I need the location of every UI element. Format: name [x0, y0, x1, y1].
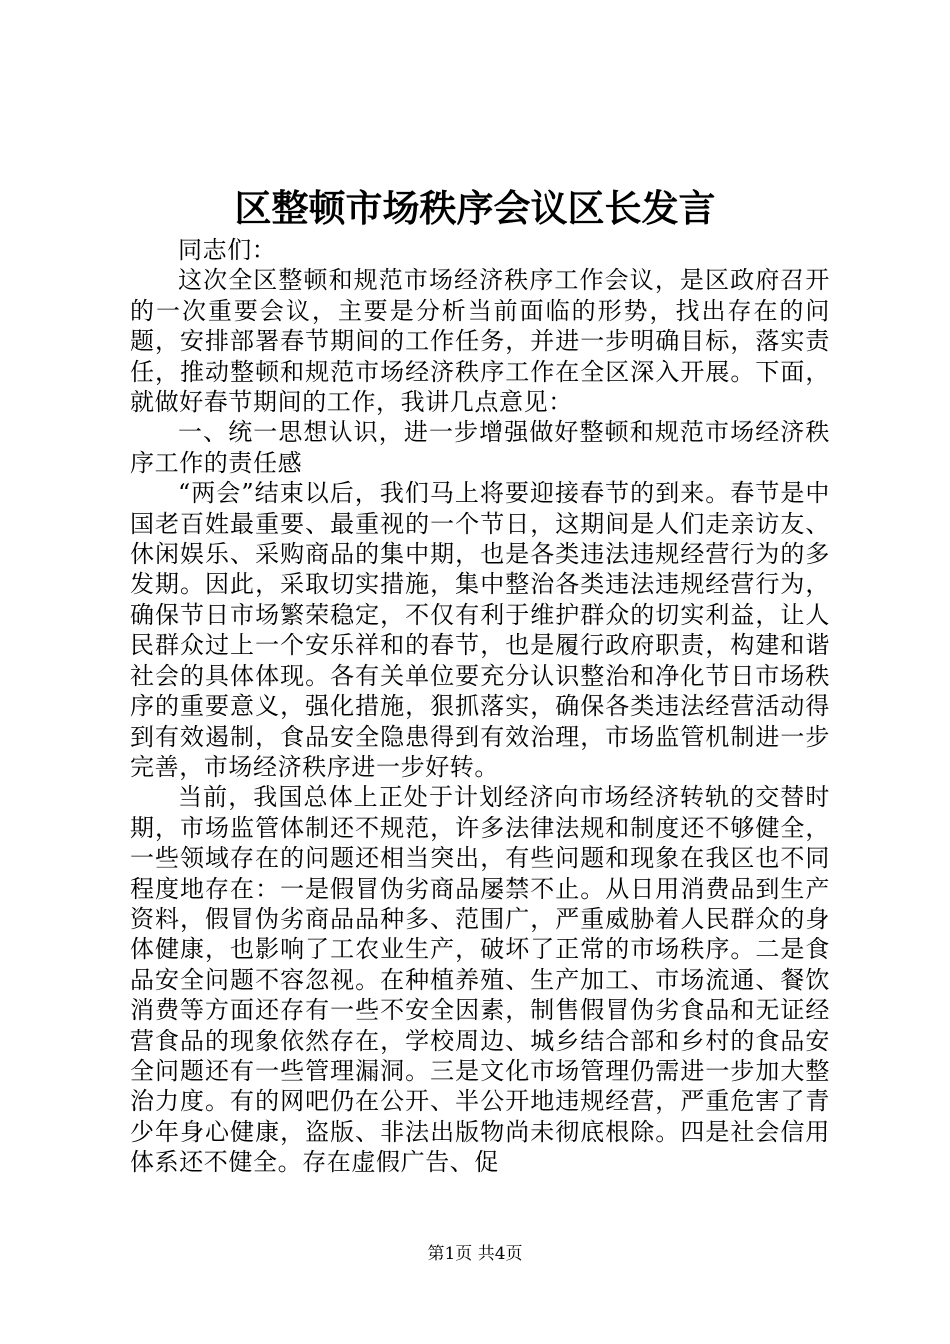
salutation: 同志们：	[178, 236, 277, 264]
paragraph-intro: 这次全区整顿和规范市场经济秩序工作会议，是区政府召开的一次重要会议，主要是分析当前面临的形势，找出存在的问题，安排部署春节期间的工作任务，并进一步明确目标，落实责任，推动整顿和规范市场经济秩序工作在全区深入开展。下面，就做好春节期间的工作，我讲几点意见：	[130, 266, 830, 417]
section-heading-1: 一、统一思想认识，进一步增强做好整顿和规范市场经济秩序工作的责任感	[130, 418, 830, 477]
paragraph-current-problems: 当前，我国总体上正处于计划经济向市场经济转轨的交替时期，市场监管体制还不规范，许多法律法规和制度还不够健全，一些领域存在的问题还相当突出，有些问题和现象在我区也不同程度地存在：一是假冒伪劣商品屡禁不止。从日用消费品到生产资料，假冒伪劣商品品种多、范围广，严重威胁着人民群众的身体健康，也影响了工农业生产，破坏了正常的市场秩序。二是食品安全问题不容忽视。在种植养殖、生产加工、市场流通、餐饮消费等方面还存有一些不安全因素，制售假冒伪劣食品和无证经营食品的现象依然存在，学校周边、城乡结合部和乡村的食品安全问题还有一些管理漏洞。三是文化市场管理仍需进一步加大整治力度。有的网吧仍在公开、半公开地违规经营，严重危害了青少年身心健康，盗版、非法出版物尚未彻底根除。四是社会信用体系还不健全。存在虚假广告、促	[130, 783, 830, 1177]
paragraph-spring-festival: “两会”结束以后，我们马上将要迎接春节的到来。春节是中国老百姓最重要、最重视的一个节日，这期间是人们走亲访友、休闲娱乐、采购商品的集中期，也是各类违法违规经营行为的多发期。因此，采取切实措施，集中整治各类违法违规经营行为，确保节日市场繁荣稳定，不仅有利于维护群众的切实利益，让人民群众过上一个安乐祥和的春节，也是履行政府职责，构建和谐社会的具体体现。各有关单位要充分认识整治和净化节日市场秩序的重要意义，强化措施，狠抓落实，确保各类违法经营活动得到有效遏制，食品安全隐患得到有效治理，市场监管机制进一步完善，市场经济秩序进一步好转。	[130, 479, 830, 781]
document-body	[130, 235, 830, 1178]
document-title: 区整顿市场秩序会议区长发言	[234, 186, 716, 230]
page-number-footer: 第1页 共4页	[427, 1244, 523, 1264]
